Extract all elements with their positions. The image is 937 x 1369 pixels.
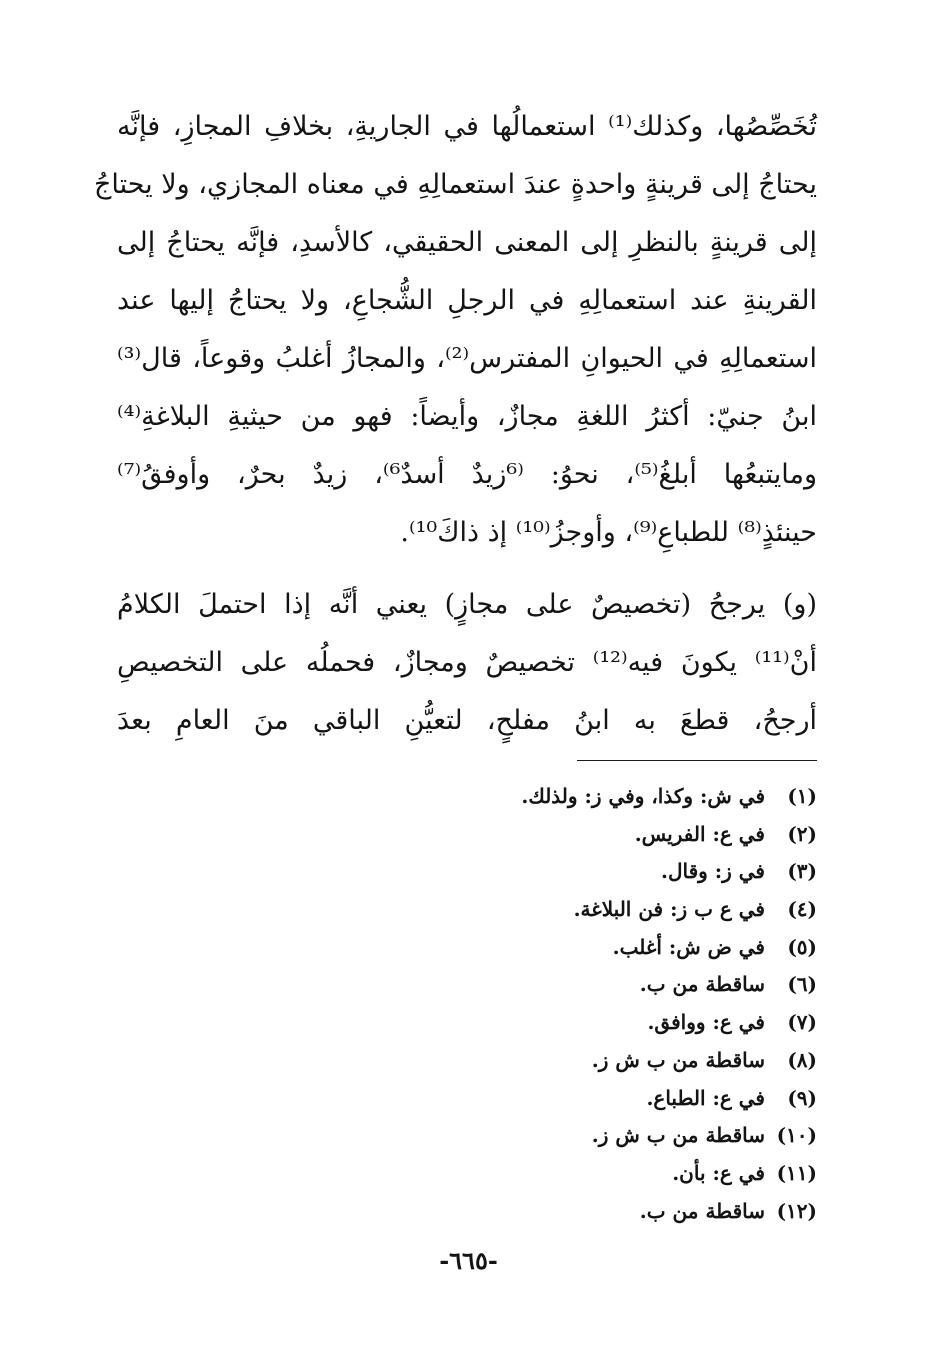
footnotes-list bbox=[117, 778, 817, 1230]
footnote-number: (٤) bbox=[787, 897, 817, 922]
footnote-text: في ع ب ز: فن البلاغة. bbox=[573, 897, 765, 922]
footnote-item bbox=[117, 891, 817, 929]
text-line: حينئذٍ⁽⁸⁾ للطباعِ⁽⁹⁾، وأوجزُ⁽¹⁰⁾ إذ ذاكَ¹⁰⁾. bbox=[400, 517, 817, 548]
footnote-number: (٨) bbox=[787, 1047, 817, 1072]
footnote-item bbox=[117, 816, 817, 854]
footnote-separator bbox=[577, 760, 817, 761]
footnote-text: ساقطة من ب. bbox=[639, 1198, 765, 1223]
footnote-number: (١٠) bbox=[776, 1123, 817, 1148]
footnote-number: (٢) bbox=[787, 821, 817, 846]
footnote-number: (١٢) bbox=[776, 1198, 817, 1223]
footnote-item bbox=[117, 1193, 817, 1231]
footnote-number: (٩) bbox=[787, 1085, 817, 1110]
footnote-text: ساقطة من ب ش ز. bbox=[591, 1047, 765, 1072]
text-line: استعمالِهِ في الحيوانِ المفترس⁽²⁾، والمجازُ أغلبُ وقوعاً، قال⁽³⁾ bbox=[117, 343, 817, 374]
footnote-number: (٧) bbox=[787, 1010, 817, 1035]
text-line: يحتاجُ إلى قرينةٍ واحدةٍ عندَ استعمالِهِ في معناه المجازي، ولا يحتاجُ bbox=[93, 169, 817, 200]
text-line: إلى قرينةٍ بالنظرِ إلى المعنى الحقيقي، كالأسدِ، فإنَّه يحتاجُ إلى bbox=[117, 227, 817, 258]
footnote-number: (٦) bbox=[787, 972, 817, 997]
footnote-item bbox=[117, 1042, 817, 1080]
main-text bbox=[93, 98, 818, 750]
footnote-item bbox=[117, 1117, 817, 1155]
footnote-number: (١١) bbox=[776, 1160, 817, 1185]
footnote-text: في ش: وكذا، وفي ز: ولذلك. bbox=[521, 784, 765, 808]
footnote-text: في ع: ووافق. bbox=[647, 1010, 765, 1035]
footnote-item bbox=[117, 966, 817, 1004]
footnote-number: (٥) bbox=[787, 934, 817, 959]
text-line: القرينةِ عند استعمالِهِ في الرجلِ الشُّجاعِ، ولا يحتاجُ إليها عند bbox=[117, 285, 817, 316]
footnote-item bbox=[117, 1080, 817, 1118]
footnote-item bbox=[117, 853, 817, 891]
footnote-text: في ع: بأن. bbox=[672, 1160, 765, 1185]
footnote-text: في ع: الفريس. bbox=[634, 821, 765, 846]
paragraph-1 bbox=[93, 98, 818, 562]
footnote-text: ساقطة من ب. bbox=[639, 972, 765, 997]
paragraph-2 bbox=[117, 576, 817, 750]
footnote-number: (١) bbox=[787, 784, 817, 808]
footnote-text: في ض ش: أغلب. bbox=[612, 934, 765, 959]
footnote-item bbox=[117, 929, 817, 967]
footnote-item bbox=[117, 1004, 817, 1042]
footnote-number: (٣) bbox=[787, 859, 817, 884]
text-line: (و) يرجحُ (تخصيصٌ على مجازٍ) يعني أنَّه إذا احتملَ الكلامُ bbox=[117, 589, 817, 620]
footnote-text: في ع: الطباع. bbox=[646, 1085, 765, 1110]
footnote-text: في ز: وقال. bbox=[660, 859, 765, 884]
footnote-item bbox=[117, 1155, 817, 1193]
text-line: تُخَصِّصُها، وكذلك⁽¹⁾ استعمالُها في الجاريةِ، بخلافِ المجازِ، فإنَّه bbox=[117, 111, 818, 142]
footnote-text: ساقطة من ب ش ز. bbox=[591, 1123, 765, 1148]
text-line: ابنُ جنيّ: أكثرُ اللغةِ مجازٌ، وأيضاً: فهو من حيثيةِ البلاغةِ⁽⁴⁾ bbox=[117, 401, 817, 432]
page-number: -٦٦٥- bbox=[439, 1246, 498, 1275]
text-line: أنْ⁽¹¹⁾ يكونَ فيه⁽¹²⁾ تخصيصٌ ومجازٌ، فحملُه على التخصيصِ bbox=[117, 647, 817, 678]
text-line: ومايتبعُها أبلغُ⁽⁵⁾، نحوُ: ⁽⁶زيدٌ أسدٌ⁶⁾، زيدٌ بحرٌ، وأوفقُ⁽⁷⁾ bbox=[117, 459, 818, 490]
footnote-item bbox=[117, 778, 817, 816]
text-line: أرجحُ، قطعَ به ابنُ مفلحٍ، لتعيُّنِ الباقي منَ العامِ بعدَ bbox=[117, 705, 817, 736]
